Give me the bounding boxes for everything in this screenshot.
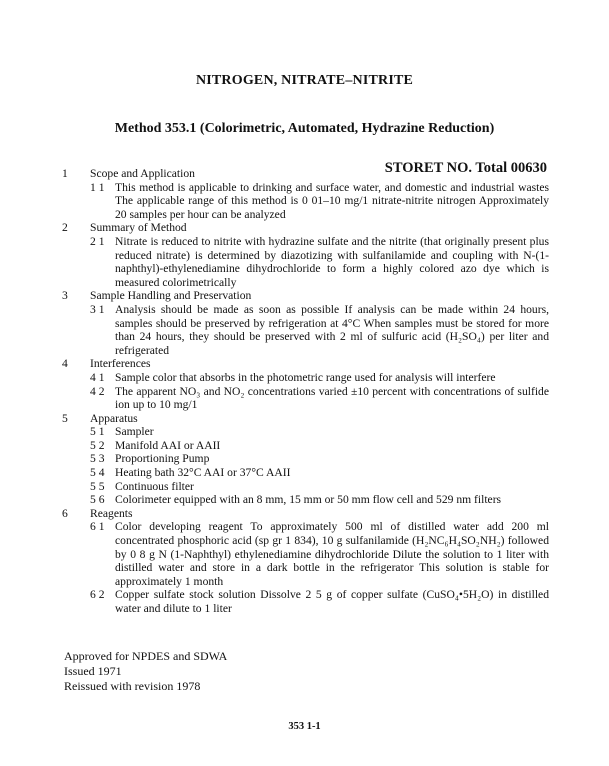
subsection-text: Copper sulfate stock solution Dissolve 2 5 g of copper sulfate (CuSO₄•5H₂O) in distilled water and dilute to 1 liter [115, 588, 549, 615]
section-number: 5 [62, 411, 68, 425]
section [62, 221, 549, 289]
subsection [62, 385, 549, 412]
section-title: Reagents [90, 506, 133, 520]
subsection-number: 1 1 [90, 180, 105, 194]
subsection-text: Colorimeter equipped with an 8 mm, 15 mm or 50 mm flow cell and 529 nm filters [115, 493, 502, 507]
subsection-text: Analysis should be made as soon as possible If analysis can be made within 24 hours, samples should be preserved by refrigeration at 4°C When samples must be stored for more than 24 hours, they should be preserved with 2 ml of sulfuric acid (H₂SO₄) per liter and refrigerated [115, 302, 549, 357]
section-number: 2 [62, 221, 68, 235]
subsection-number: 5 5 [90, 479, 105, 493]
section-heading [62, 221, 549, 235]
approval-footer [64, 649, 227, 694]
section-title: Summary of Method [90, 221, 187, 235]
section [62, 357, 549, 411]
section-heading [62, 412, 549, 426]
section-heading [62, 357, 549, 371]
document-body [62, 167, 549, 616]
subsection-text: The apparent NO₃ and NO₂ concentrations varied ±10 percent with concentrations of sulfide ion up to 10 mg/1 [115, 384, 549, 412]
subsection [62, 303, 549, 357]
document-title: NITROGEN, NITRATE–NITRITE [195, 73, 414, 88]
approved-line: Approved for NPDES and SDWA [64, 649, 228, 663]
subsection [62, 235, 549, 289]
subsection-text: Color developing reagent To approximately 500 ml of distilled water add 200 ml concentrated phosphoric acid (sp gr 1 834), 10 g sulfanilamide (H₂NC₆H₄SO₂NH₂) followed by 0 8 g N (1-Naphthyl) ethylenediamine dihydrochloride Dilute the solution to 1 liter with distilled water and store in a dark bottle in the refrigerator This solution is stable for approximately 1 month [115, 520, 549, 588]
reissued-line: Reissued with revision 1978 [64, 679, 201, 693]
subsection-text: Heating bath 32°C AAI or 37°C AAII [115, 466, 291, 480]
section [62, 507, 549, 616]
subsection-text: Nitrate is reduced to nitrite with hydrazine sulfate and the nitrite (that originally present plus reduced nitrate) is determined by diazotizing with sulfanilamide and coupling with N-(1-naphthyl)-ethylenediamine dihydrochloride to form a highly colored azo dye which is measured colorimetrically [115, 234, 549, 289]
section-heading [62, 289, 549, 303]
section-number: 4 [62, 357, 68, 371]
subsection-number: 5 6 [90, 493, 105, 507]
subsection-number: 5 4 [90, 466, 105, 480]
section-heading [62, 507, 549, 521]
section [62, 167, 549, 221]
subsection [62, 181, 549, 222]
subsection [62, 452, 549, 466]
storet-number: STORET NO. Total 00630 [384, 160, 547, 176]
subsection [62, 439, 549, 453]
section-number: 6 [62, 506, 68, 520]
subsection [62, 520, 549, 588]
subsection-text: Proportioning Pump [115, 452, 210, 466]
subsection [62, 371, 549, 385]
subsection [62, 466, 549, 480]
section-number: 3 [62, 289, 68, 303]
subsection-text: Continuous filter [115, 479, 194, 493]
subsection [62, 493, 549, 507]
section-number: 1 [62, 167, 68, 180]
subsection-number: 4 2 [90, 384, 105, 398]
subsection-text: This method is applicable to drinking and surface water, and domestic and industrial wastes The applicable range of this method is 0 01–10 mg/1 nitrate-nitrite nitrogen Approximately 20 samples per hour can be analyzed [115, 180, 549, 221]
issued-line: Issued 1971 [64, 664, 122, 678]
section-heading [62, 167, 549, 181]
subsection-number: 5 2 [90, 438, 105, 452]
method-subtitle: Method 353.1 (Colorimetric, Automated, Hydrazine Reduction) [114, 121, 495, 136]
subsection-number: 2 1 [90, 234, 105, 248]
subsection [62, 588, 549, 615]
subsection-text: Manifold AAI or AAII [115, 438, 221, 452]
subsection-number: 5 3 [90, 452, 105, 466]
subsection [62, 480, 549, 494]
section [62, 412, 549, 507]
subsection-number: 3 1 [90, 302, 105, 316]
section-title: Apparatus [90, 411, 138, 425]
section-title: Sample Handling and Preservation [90, 289, 252, 303]
subsection [62, 425, 549, 439]
subsection-text: Sampler [115, 425, 154, 439]
subsection-number: 5 1 [90, 425, 105, 439]
page-number: 353 1-1 [288, 721, 321, 732]
section-title: Scope and Application [90, 167, 195, 180]
subsection-number: 6 2 [90, 588, 105, 602]
section-title: Interferences [90, 357, 151, 371]
subsection-text: Sample color that absorbs in the photometric range used for analysis will interfere [115, 370, 496, 384]
subsection-number: 6 1 [90, 520, 105, 534]
subsection-number: 4 1 [90, 370, 105, 384]
section [62, 289, 549, 357]
